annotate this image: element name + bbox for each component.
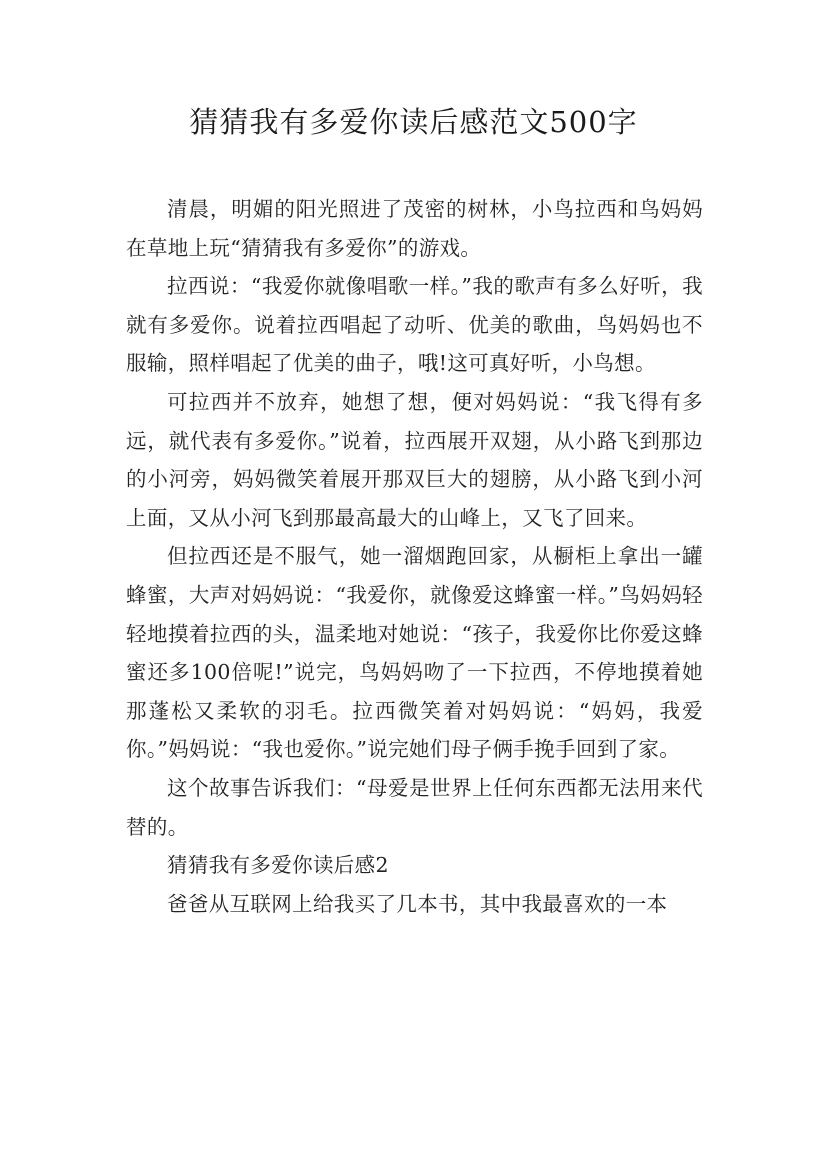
paragraph: 拉西说：“我爱你就像唱歌一样。”我的歌声有多么好听，我就有多爱你。说着拉西唱起了动听、优美的歌曲，鸟妈妈也不服输，照样唱起了优美的曲子，哦!这可真好听，小鸟想。 xyxy=(126,274,703,376)
section-heading: 猜猜我有多爱你读后感2 xyxy=(167,853,389,878)
paragraph: 爸爸从互联网上给我买了几本书，其中我最喜欢的一本 xyxy=(167,891,668,916)
document-title: 猜猜我有多爱你读后感范文500字 xyxy=(189,105,638,139)
document-body xyxy=(126,190,703,923)
paragraph: 清晨，明媚的阳光照进了茂密的树林，小鸟拉西和鸟妈妈在草地上玩“猜猜我有多爱你”的游戏。 xyxy=(126,197,703,260)
paragraph: 这个故事告诉我们：“母爱是世界上任何东西都无法用来代替的。 xyxy=(126,775,703,839)
paragraph: 可拉西并不放弃，她想了想，便对妈妈说：“我飞得有多远，就代表有多爱你。”说着，拉西展开双翅，从小路飞到那边的小河旁，妈妈微笑着展开那双巨大的翅膀，从小路飞到小河上面，又从小河飞到那最高最大的山峰上，又飞了回来。 xyxy=(126,389,703,530)
paragraph: 但拉西还是不服气，她一溜烟跑回家，从橱柜上拿出一罐蜂蜜，大声对妈妈说：“我爱你，就像爱这蜂蜜一样。”鸟妈妈轻轻地摸着拉西的头，温柔地对她说：“孩子，我爱你比你爱这蜂蜜还多100倍呢!”说完，鸟妈妈吻了一下拉西，不停地摸着她那蓬松又柔软的羽毛。拉西微笑着对妈妈说：“妈妈，我爱你。”妈妈说：“我也爱你。”说完她们母子俩手挽手回到了家。 xyxy=(126,544,703,762)
